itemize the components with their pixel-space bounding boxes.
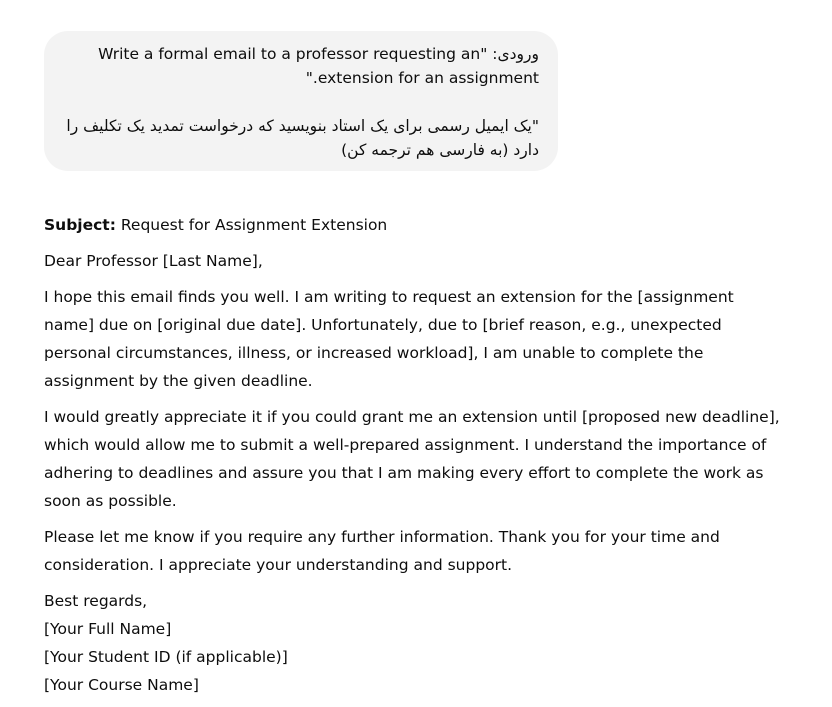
signature-student-id: [Your Student ID (if applicable)] bbox=[44, 648, 288, 666]
email-paragraph-2: I would greatly appreciate it if you could grant me an extension until [proposed new deadline], which would allow me to submit a well-prepared assignment. I understand the importance of adhering to deadlines and assure you that I am making every effort to complete the work as soon as possible. bbox=[44, 408, 780, 510]
email-closing: Best regards, bbox=[44, 592, 148, 610]
user-message-line-2: "یک ایمیل رسمی برای یک استاد بنویسید که درخواست تمدید یک تکلیف را دارد (به فارسی هم ترجمه کن) bbox=[66, 117, 539, 159]
signature-course: [Your Course Name] bbox=[44, 676, 199, 694]
assistant-response bbox=[44, 211, 784, 707]
user-message-bubble bbox=[44, 31, 558, 171]
signature-name: [Your Full Name] bbox=[44, 620, 172, 638]
email-subject bbox=[44, 211, 784, 239]
user-message-line-1: ورودی: "Write a formal email to a professor requesting an extension for an assignment." bbox=[98, 45, 539, 87]
subject-label: Subject: bbox=[44, 216, 116, 234]
subject-text: Request for Assignment Extension bbox=[115, 216, 388, 234]
email-paragraph-3: Please let me know if you require any further information. Thank you for your time and consideration. I appreciate your understanding and support. bbox=[44, 528, 720, 574]
email-signoff bbox=[44, 587, 784, 699]
email-greeting: Dear Professor [Last Name], bbox=[44, 252, 263, 270]
email-paragraph-1: I hope this email finds you well. I am writing to request an extension for the [assignment name] due on [original due date]. Unfortunately, due to [brief reason, e.g., unexpected personal circumstances, illness, or increased workload], I am unable to complete the assignment by the given deadline. bbox=[44, 288, 734, 390]
